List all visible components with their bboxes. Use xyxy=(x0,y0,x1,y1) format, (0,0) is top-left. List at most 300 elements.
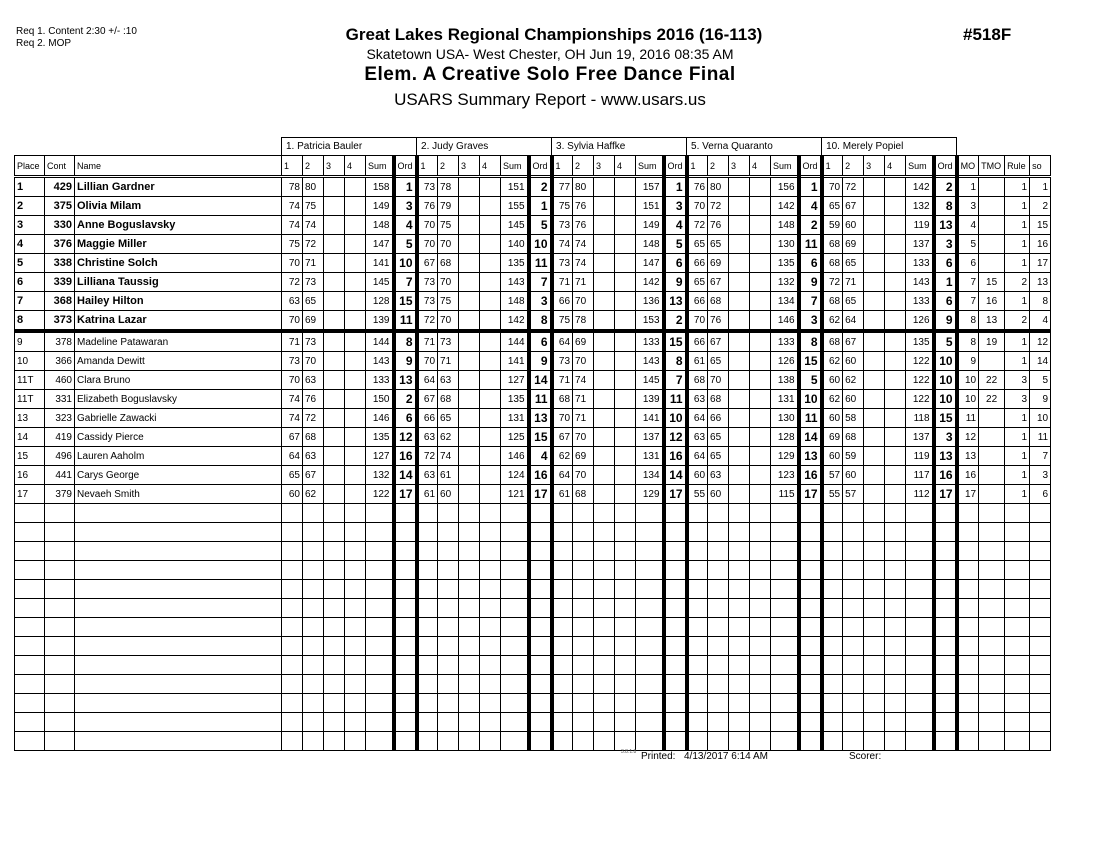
score-cell xyxy=(345,561,366,580)
cell xyxy=(957,542,979,561)
score-1: 64 xyxy=(417,371,438,390)
place xyxy=(15,732,45,751)
score-sum: 127 xyxy=(366,447,394,466)
score-2: 70 xyxy=(708,371,729,390)
score-2: 70 xyxy=(438,235,459,254)
report-name: USARS Summary Report - www.usars.us xyxy=(394,90,706,109)
ordinal: 8 xyxy=(529,311,552,332)
header-s2: 2 xyxy=(438,156,459,177)
score-2: 68 xyxy=(708,390,729,409)
majority-ordinal: 9 xyxy=(957,352,979,371)
score-1: 61 xyxy=(417,485,438,504)
ordinal xyxy=(529,523,552,542)
header-ord: Ord xyxy=(664,156,687,177)
majority-ordinal: 6 xyxy=(957,254,979,273)
score-2: 75 xyxy=(438,216,459,235)
score-cell xyxy=(459,618,480,637)
score-sum: 158 xyxy=(366,177,394,197)
header-mo: MO xyxy=(957,156,979,177)
majority-ordinal: 3 xyxy=(957,197,979,216)
score-cell xyxy=(417,656,438,675)
cell xyxy=(1030,713,1051,732)
ordinal xyxy=(934,656,957,675)
score-1: 69 xyxy=(822,428,843,447)
total-majority-ordinal xyxy=(979,352,1005,371)
cell xyxy=(1030,656,1051,675)
score-cell xyxy=(885,675,906,694)
score-cell xyxy=(636,713,664,732)
score-cell xyxy=(750,580,771,599)
score-3 xyxy=(459,371,480,390)
score-3 xyxy=(459,447,480,466)
skater-name: Amanda Dewitt xyxy=(75,352,282,371)
score-1: 71 xyxy=(552,371,573,390)
score-1: 60 xyxy=(687,466,708,485)
score-cell xyxy=(438,675,459,694)
score-cell xyxy=(636,599,664,618)
score-cell xyxy=(885,694,906,713)
score-cell xyxy=(501,599,529,618)
ordinal: 4 xyxy=(394,216,417,235)
score-cell xyxy=(594,618,615,637)
score-3 xyxy=(324,331,345,352)
score-1: 72 xyxy=(822,273,843,292)
score-cell xyxy=(324,580,345,599)
score-1: 67 xyxy=(282,428,303,447)
contestant-number xyxy=(45,523,75,542)
skate-order: 9 xyxy=(1030,390,1051,409)
score-cell xyxy=(843,675,864,694)
score-cell xyxy=(480,637,501,656)
score-cell xyxy=(843,561,864,580)
score-3 xyxy=(594,428,615,447)
ordinal xyxy=(529,713,552,732)
place: 4 xyxy=(15,235,45,254)
cell xyxy=(1005,713,1030,732)
score-sum: 130 xyxy=(771,235,799,254)
score-3 xyxy=(864,177,885,197)
score-cell xyxy=(822,523,843,542)
total-majority-ordinal: 15 xyxy=(979,273,1005,292)
score-2: 68 xyxy=(573,485,594,504)
score-sum: 112 xyxy=(906,485,934,504)
header-sum: Sum xyxy=(501,156,529,177)
score-cell xyxy=(324,542,345,561)
score-cell xyxy=(324,694,345,713)
score-4 xyxy=(885,409,906,428)
table-row xyxy=(15,197,1051,216)
place xyxy=(15,637,45,656)
score-1: 55 xyxy=(687,485,708,504)
rule: 3 xyxy=(1005,390,1030,409)
score-3 xyxy=(324,409,345,428)
score-cell xyxy=(594,694,615,713)
score-cell xyxy=(573,675,594,694)
score-1: 67 xyxy=(552,428,573,447)
score-1: 74 xyxy=(552,235,573,254)
score-sum: 138 xyxy=(771,371,799,390)
score-cell xyxy=(573,504,594,523)
ordinal: 2 xyxy=(799,216,822,235)
ordinal xyxy=(529,694,552,713)
skater-name: Christine Solch xyxy=(75,254,282,273)
score-3 xyxy=(729,273,750,292)
ordinal xyxy=(394,580,417,599)
score-cell xyxy=(501,637,529,656)
score-2: 65 xyxy=(438,409,459,428)
score-cell xyxy=(303,599,324,618)
table-row xyxy=(15,485,1051,504)
score-4 xyxy=(345,292,366,311)
score-cell xyxy=(885,618,906,637)
score-1: 72 xyxy=(417,447,438,466)
score-3 xyxy=(594,485,615,504)
score-2: 74 xyxy=(573,254,594,273)
cell xyxy=(1030,694,1051,713)
score-cell xyxy=(615,637,636,656)
score-cell xyxy=(822,618,843,637)
score-3 xyxy=(594,197,615,216)
score-4 xyxy=(750,428,771,447)
skater-name: Lillian Gardner xyxy=(75,177,282,197)
score-3 xyxy=(459,254,480,273)
score-cell xyxy=(438,732,459,751)
score-cell xyxy=(324,561,345,580)
place: 15 xyxy=(15,447,45,466)
score-cell xyxy=(708,523,729,542)
score-cell xyxy=(843,618,864,637)
place xyxy=(15,523,45,542)
rule: 3 xyxy=(1005,371,1030,390)
ordinal xyxy=(394,618,417,637)
score-2: 68 xyxy=(438,390,459,409)
score-cell xyxy=(501,504,529,523)
table-row xyxy=(15,352,1051,371)
contestant-number: 378 xyxy=(45,331,75,352)
score-4 xyxy=(615,371,636,390)
score-4 xyxy=(345,352,366,371)
score-cell xyxy=(708,732,729,751)
score-cell xyxy=(615,561,636,580)
score-cell xyxy=(615,713,636,732)
score-3 xyxy=(459,177,480,197)
score-cell xyxy=(906,713,934,732)
score-sum: 119 xyxy=(906,216,934,235)
score-cell xyxy=(906,694,934,713)
ordinal: 17 xyxy=(934,485,957,504)
table-row xyxy=(15,428,1051,447)
score-cell xyxy=(501,656,529,675)
contestant-number: 339 xyxy=(45,273,75,292)
ordinal: 7 xyxy=(394,273,417,292)
score-cell xyxy=(345,675,366,694)
rule: 1 xyxy=(1005,485,1030,504)
header-s4: 4 xyxy=(345,156,366,177)
score-cell xyxy=(885,504,906,523)
rule: 1 xyxy=(1005,352,1030,371)
score-2: 68 xyxy=(708,292,729,311)
ordinal: 7 xyxy=(664,371,687,390)
score-cell xyxy=(345,580,366,599)
ordinal xyxy=(799,675,822,694)
score-sum: 122 xyxy=(906,390,934,409)
score-cell xyxy=(345,504,366,523)
place: 14 xyxy=(15,428,45,447)
score-cell xyxy=(303,580,324,599)
score-sum: 143 xyxy=(906,273,934,292)
score-cell xyxy=(552,618,573,637)
ordinal xyxy=(529,675,552,694)
header-s3: 3 xyxy=(594,156,615,177)
score-1: 76 xyxy=(687,177,708,197)
score-1: 73 xyxy=(552,216,573,235)
score-3 xyxy=(324,352,345,371)
score-2: 69 xyxy=(303,311,324,332)
score-sum: 142 xyxy=(501,311,529,332)
score-2: 70 xyxy=(438,273,459,292)
ordinal xyxy=(664,542,687,561)
contestant-number: 496 xyxy=(45,447,75,466)
ordinal xyxy=(394,675,417,694)
score-cell xyxy=(822,542,843,561)
ordinal: 6 xyxy=(529,331,552,352)
ordinal: 11 xyxy=(664,390,687,409)
score-cell xyxy=(552,561,573,580)
score-1: 65 xyxy=(687,273,708,292)
score-sum: 148 xyxy=(636,235,664,254)
score-4 xyxy=(885,292,906,311)
score-4 xyxy=(750,177,771,197)
score-cell xyxy=(708,656,729,675)
score-cell xyxy=(771,523,799,542)
score-cell xyxy=(615,523,636,542)
printed-label: Printed: xyxy=(641,751,676,762)
skate-order: 2 xyxy=(1030,197,1051,216)
total-majority-ordinal: 16 xyxy=(979,292,1005,311)
ordinal: 5 xyxy=(934,331,957,352)
score-cell xyxy=(906,732,934,751)
ordinal: 1 xyxy=(529,197,552,216)
score-cell xyxy=(729,580,750,599)
score-3 xyxy=(324,466,345,485)
ordinal: 13 xyxy=(934,216,957,235)
contestant-number: 338 xyxy=(45,254,75,273)
header-s4: 4 xyxy=(615,156,636,177)
score-cell xyxy=(324,637,345,656)
score-cell xyxy=(615,580,636,599)
score-cell xyxy=(729,656,750,675)
cell xyxy=(1030,561,1051,580)
score-3 xyxy=(459,428,480,447)
score-3 xyxy=(324,485,345,504)
score-2: 62 xyxy=(438,428,459,447)
rule: 1 xyxy=(1005,466,1030,485)
score-sum: 135 xyxy=(366,428,394,447)
table-row xyxy=(15,273,1051,292)
place xyxy=(15,656,45,675)
score-cell xyxy=(885,637,906,656)
score-2: 76 xyxy=(303,390,324,409)
skate-order: 13 xyxy=(1030,273,1051,292)
score-cell xyxy=(906,675,934,694)
skate-order: 1 xyxy=(1030,177,1051,197)
cell xyxy=(979,618,1005,637)
score-4 xyxy=(750,292,771,311)
ordinal: 2 xyxy=(394,390,417,409)
score-3 xyxy=(594,331,615,352)
score-sum: 133 xyxy=(906,292,934,311)
ordinal xyxy=(799,694,822,713)
score-3 xyxy=(324,371,345,390)
ordinal: 3 xyxy=(394,197,417,216)
blank-row xyxy=(15,504,1051,523)
ordinal: 14 xyxy=(664,466,687,485)
cell xyxy=(1005,675,1030,694)
cell xyxy=(1005,694,1030,713)
score-cell xyxy=(615,542,636,561)
total-majority-ordinal xyxy=(979,177,1005,197)
score-1: 63 xyxy=(417,428,438,447)
score-sum: 153 xyxy=(636,311,664,332)
skate-order: 5 xyxy=(1030,371,1051,390)
score-cell xyxy=(345,542,366,561)
score-cell xyxy=(771,656,799,675)
score-4 xyxy=(750,331,771,352)
score-3 xyxy=(729,371,750,390)
header-sum: Sum xyxy=(906,156,934,177)
header-ord: Ord xyxy=(799,156,822,177)
majority-ordinal: 8 xyxy=(957,331,979,352)
skater-name xyxy=(75,561,282,580)
header-s1: 1 xyxy=(822,156,843,177)
score-cell xyxy=(885,713,906,732)
score-cell xyxy=(438,618,459,637)
ordinal: 17 xyxy=(799,485,822,504)
table-row xyxy=(15,235,1051,254)
header-s3: 3 xyxy=(459,156,480,177)
score-cell xyxy=(345,694,366,713)
score-sum: 148 xyxy=(501,292,529,311)
score-1: 70 xyxy=(687,197,708,216)
cell xyxy=(957,637,979,656)
score-cell xyxy=(501,542,529,561)
header-tmo: TMO xyxy=(979,156,1005,177)
score-4 xyxy=(885,331,906,352)
ordinal: 8 xyxy=(934,197,957,216)
score-2: 62 xyxy=(303,485,324,504)
score-4 xyxy=(750,197,771,216)
score-3 xyxy=(324,216,345,235)
score-4 xyxy=(750,254,771,273)
score-cell xyxy=(864,675,885,694)
score-4 xyxy=(885,254,906,273)
score-cell xyxy=(417,523,438,542)
score-cell xyxy=(729,694,750,713)
place xyxy=(15,694,45,713)
score-cell xyxy=(708,504,729,523)
cell xyxy=(957,618,979,637)
score-3 xyxy=(729,428,750,447)
table-row xyxy=(15,409,1051,428)
score-3 xyxy=(459,485,480,504)
ordinal: 10 xyxy=(529,235,552,254)
score-cell xyxy=(636,523,664,542)
score-2: 60 xyxy=(438,485,459,504)
results-table xyxy=(14,137,1051,751)
score-4 xyxy=(885,197,906,216)
score-3 xyxy=(864,447,885,466)
score-2: 72 xyxy=(708,197,729,216)
score-4 xyxy=(750,273,771,292)
blank-row xyxy=(15,713,1051,732)
score-cell xyxy=(480,694,501,713)
score-3 xyxy=(594,390,615,409)
score-cell xyxy=(906,599,934,618)
cell xyxy=(979,675,1005,694)
score-4 xyxy=(885,352,906,371)
ordinal: 14 xyxy=(529,371,552,390)
majority-ordinal: 5 xyxy=(957,235,979,254)
score-3 xyxy=(594,177,615,197)
cell xyxy=(957,580,979,599)
score-cell xyxy=(771,732,799,751)
score-sum: 118 xyxy=(906,409,934,428)
score-sum: 126 xyxy=(906,311,934,332)
score-cell xyxy=(303,694,324,713)
spacer xyxy=(15,138,282,156)
score-4 xyxy=(885,447,906,466)
ordinal xyxy=(394,561,417,580)
score-4 xyxy=(885,390,906,409)
score-cell xyxy=(822,561,843,580)
score-2: 73 xyxy=(303,273,324,292)
score-1: 68 xyxy=(687,371,708,390)
score-3 xyxy=(594,352,615,371)
skate-order: 10 xyxy=(1030,409,1051,428)
score-4 xyxy=(480,311,501,332)
ordinal: 3 xyxy=(529,292,552,311)
ordinal: 17 xyxy=(529,485,552,504)
score-cell xyxy=(864,542,885,561)
ordinal: 10 xyxy=(664,409,687,428)
contestant-number xyxy=(45,656,75,675)
score-cell xyxy=(864,732,885,751)
blank-row xyxy=(15,675,1051,694)
score-4 xyxy=(480,352,501,371)
score-cell xyxy=(345,618,366,637)
score-cell xyxy=(594,561,615,580)
score-cell xyxy=(480,542,501,561)
score-3 xyxy=(729,292,750,311)
competition-title: Great Lakes Regional Championships 2016 (16-113) xyxy=(345,25,763,44)
score-2: 74 xyxy=(573,371,594,390)
header-s4: 4 xyxy=(885,156,906,177)
score-1: 74 xyxy=(282,409,303,428)
cell xyxy=(979,523,1005,542)
score-4 xyxy=(345,273,366,292)
score-cell xyxy=(345,523,366,542)
score-sum: 147 xyxy=(636,254,664,273)
score-2: 75 xyxy=(438,292,459,311)
ordinal: 2 xyxy=(664,311,687,332)
score-1: 63 xyxy=(687,428,708,447)
score-cell xyxy=(729,561,750,580)
score-3 xyxy=(459,216,480,235)
ordinal xyxy=(529,504,552,523)
score-3 xyxy=(324,197,345,216)
ordinal: 4 xyxy=(799,197,822,216)
total-majority-ordinal xyxy=(979,216,1005,235)
